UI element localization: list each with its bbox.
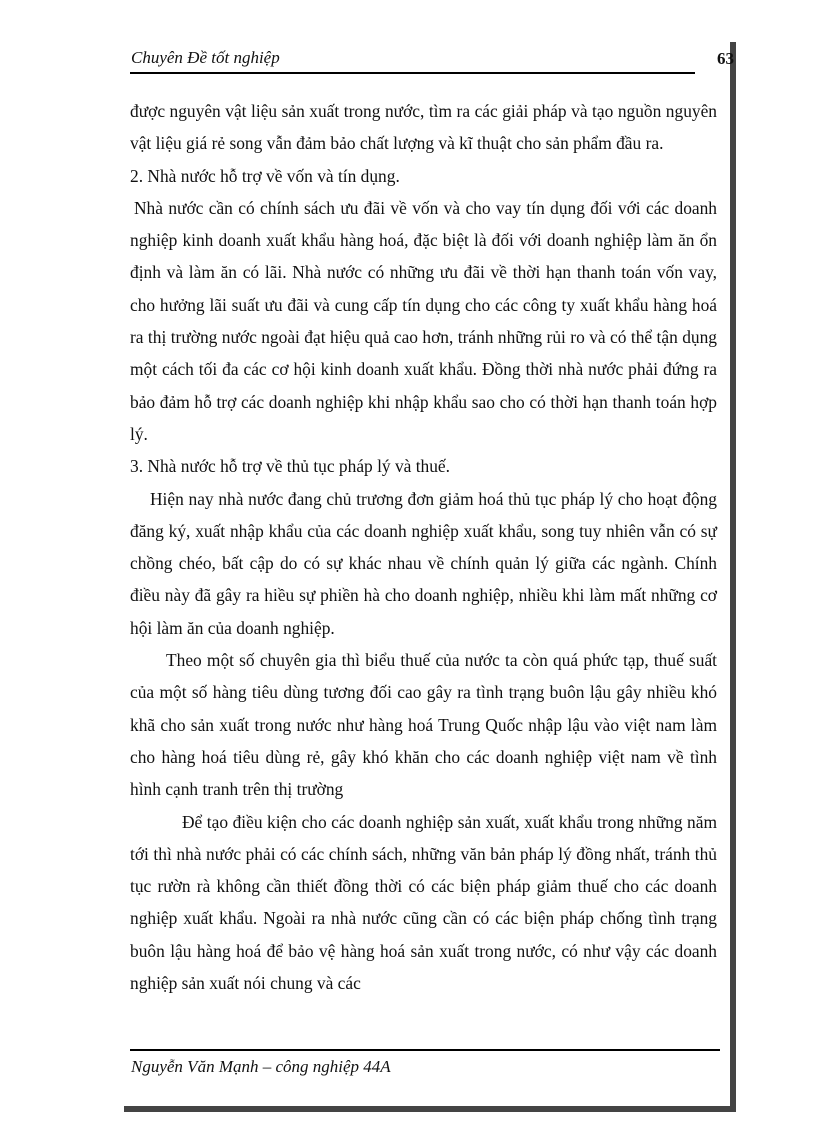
footer-author: Nguyễn Văn Mạnh – công nghiệp 44A (131, 1057, 391, 1076)
header-divider (130, 72, 695, 74)
paragraph: được nguyên vật liệu sản xuất trong nước, tìm ra các giải pháp và tạo nguồn nguyên vật liệu giá rẻ song vẫn đảm bảo chất lượng và kĩ thuật cho sản phẩm đầu ra. (130, 101, 717, 154)
paragraph: Hiện nay nhà nước đang chủ trương đơn giảm hoá thủ tục pháp lý cho hoạt động đăng ký, xuất nhập khẩu của các doanh nghiệp xuất khẩu, song tuy nhiên vẫn có sự chồng chéo, bất cập do có sự khác nhau về chính quản lý giữa các ngành. Chính điều này đã gây ra hiều sự phiền hà cho doanh nghiệp, nhiều khi làm mất những cơ hội làm ăn của doanh nghiệp. (130, 488, 717, 638)
section-heading: 2. Nhà nước hỗ trợ về vốn và tín dụng. (130, 165, 400, 186)
section-heading: 3. Nhà nước hỗ trợ về thủ tục pháp lý và thuế. (130, 456, 451, 477)
page-number: 63 (717, 49, 734, 68)
document-body (130, 95, 717, 999)
paragraph: Để tạo điều kiện cho các doanh nghiệp sản xuất, xuất khẩu trong những năm tới thì nhà nước phải có các chính sách, những văn bản pháp lý đồng nhất, tránh thủ tục rườn rà không cần thiết đồng thời có các biện pháp giảm thuế cho các doanh nghiệp xuất khẩu. Ngoài ra nhà nước cũng cần có các biện pháp chống tình trạng buôn lậu hàng hoá để bảo vệ hàng hoá sản xuất trong nước, có như vậy các doanh nghiệp sản xuất nói chung và các (130, 811, 717, 994)
footer-divider (130, 1049, 720, 1051)
paragraph: Theo một số chuyên gia thì biểu thuế của nước ta còn quá phức tạp, thuế suất của một số hàng tiêu dùng tương đối cao gây ra tình trạng buôn lậu gây nhiều khó khã cho sản xuất trong nước như hàng hoá Trung Quốc nhập lậu vào việt nam làm cho hàng hoá tiêu dùng rẻ, gây khó khăn cho các doanh nghiệp việt nam về tình hình cạnh tranh trên thị trường (130, 650, 717, 800)
header-title: Chuyên Đề tốt nghiệp (131, 48, 280, 67)
paragraph: Nhà nước cần có chính sách ưu đãi về vốn và cho vay tín dụng đối với các doanh nghiệp kinh doanh xuất khẩu hàng hoá, đặc biệt là đối với doanh nghiệp làm ăn ổn định và làm ăn có lãi. Nhà nước có những ưu đãi về thời hạn thanh toán vốn vay, cho hưởng lãi suất ưu đãi và cung cấp tín dụng cho các công ty xuất khẩu hàng hoá ra thị trường nước ngoài đạt hiệu quả cao hơn, tránh những rủi ro và có thể tận dụng một cách tối đa các cơ hội kinh doanh xuất khẩu. Đồng thời nhà nước phải đứng ra bảo đảm hỗ trợ các doanh nghiệp khi nhập khẩu sao cho có thời hạn thanh toán hợp lý. (130, 197, 717, 444)
